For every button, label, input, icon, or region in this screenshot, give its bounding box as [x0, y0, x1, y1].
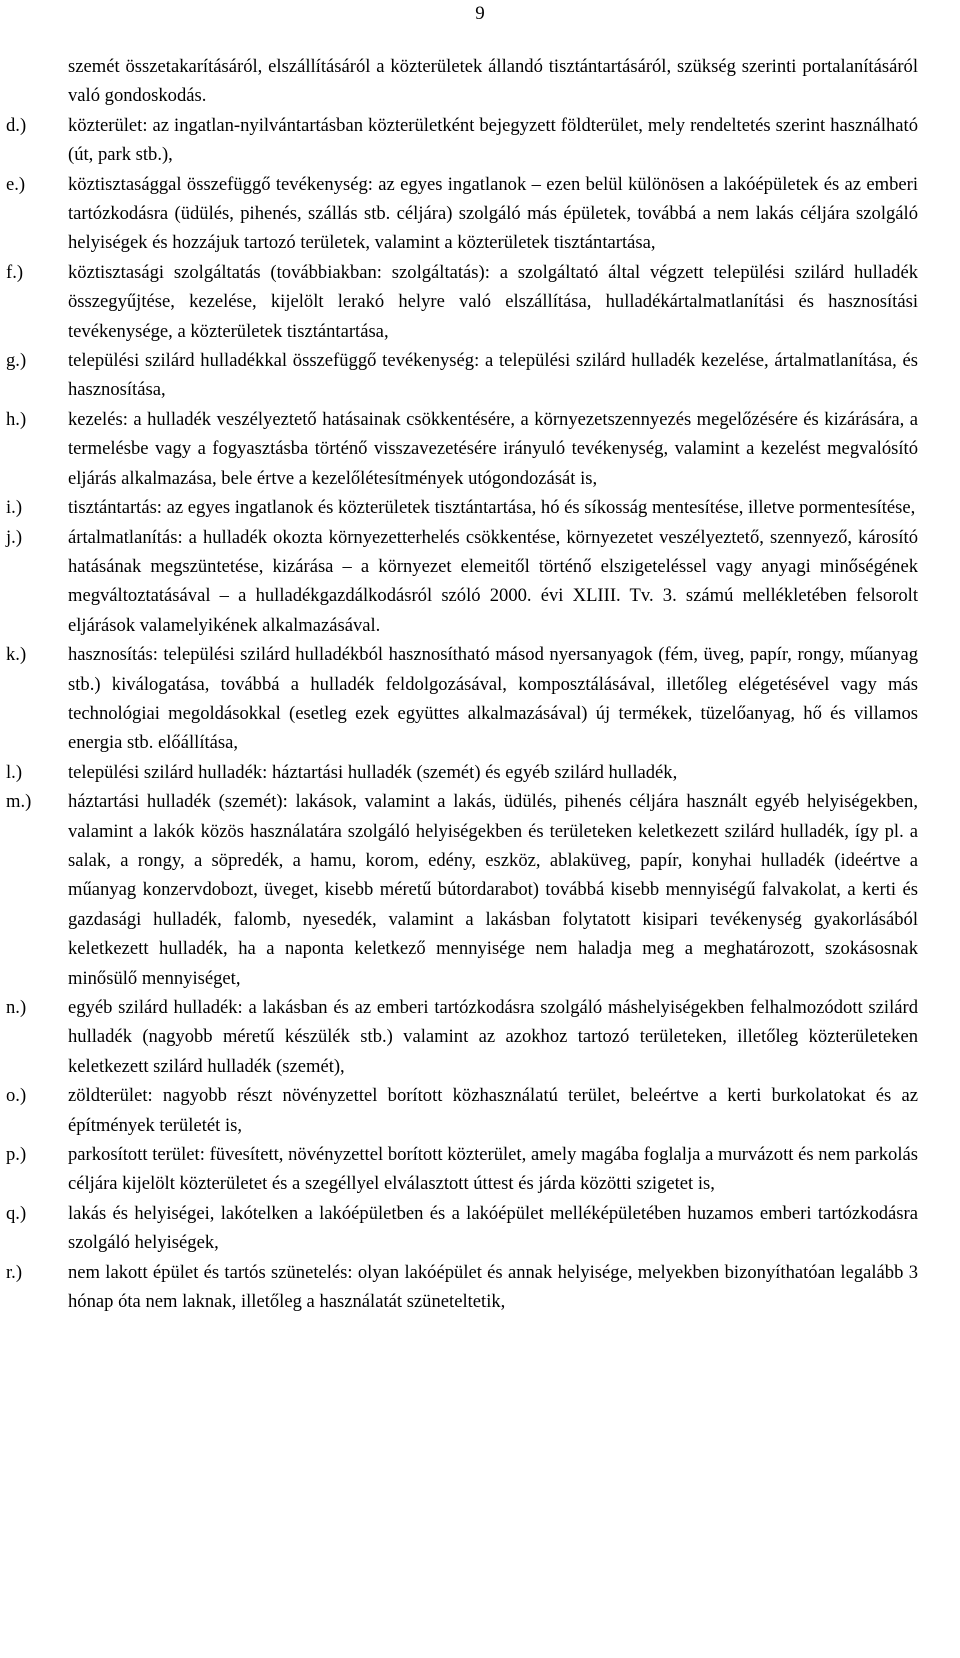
item-text: hasznosítás: települési szilárd hulladékból hasznosítható másod nyersanyagok (fém, üveg, papír, rongy, műanyag stb.) kiválogatása, továbbá a hulladék feldolgozásával, komposztálásával, illetőleg elégetésével vagy más technológiai megoldásokkal (esetleg ezek együttes alkalmazásával) új termékek, tüzelőanyag, hő és villamos energia stb. előállítása, — [68, 644, 918, 754]
item-label: p.) — [6, 1144, 27, 1166]
item-label: f.) — [6, 261, 24, 283]
item-text: parkosított terület: füvesített, növényzettel borított közterület, amely magába foglalja a murvázott és nem parkolás céljára kijelölt közterületet és a szegéllyel elválasztott úttest és járda közötti szigetet is, — [68, 1144, 918, 1195]
item-text: köztisztasági szolgáltatás (továbbiakban: szolgáltatás): a szolgáltató által végzett települési szilárd hulladék összegyűjtése, kezelése, kijelölt lerakó helyre való elszállítása, hulladékártalmatlanítási és hasznosítási tevékenysége, a közterületek tisztántartása, — [68, 261, 918, 342]
item-label: q.) — [6, 1202, 27, 1224]
item-text: köztisztasággal összefüggő tevékenység: az egyes ingatlanok – ezen belül különösen a lakóépületek és az emberi tartózkodásra (üdülés, pihenés, szállás stb. céljára) szolgáló más épületek, továbbá a nem lakás céljára szolgáló helyiségek és hozzájuk tartozó területek, valamint a közterületek tisztántartása, — [68, 173, 918, 254]
item-label: h.) — [6, 408, 27, 430]
definition-list — [0, 52, 960, 1316]
item-text: nem lakott épület és tartós szünetelés: olyan lakóépület és annak helyisége, melyekben bizonyíthatóan legalább 3 hónap óta nem laknak, illetőleg a használatát szüneteltetik, — [68, 1261, 918, 1313]
definition-item-k — [0, 640, 960, 758]
definition-item-l — [0, 758, 960, 787]
item-text: zöldterület: nagyobb részt növényzettel borított közhasználatú terület, beleértve a kerti burkolatokat és az építmények területét is, — [68, 1085, 918, 1136]
item-label: l.) — [6, 761, 23, 783]
item-text: szemét összetakarításáról, elszállításáról a közterületek állandó tisztántartásáról, szükség szerinti portalanításáról való gondoskodás. — [68, 56, 918, 107]
item-text: települési szilárd hulladékkal összefüggő tevékenység: a települési szilárd hulladék kezelése, ártalmatlanítása, és hasznosítása, — [68, 350, 918, 401]
item-label: k.) — [6, 644, 27, 666]
definition-item-d — [0, 111, 960, 170]
definition-item-q — [0, 1199, 960, 1258]
definition-item-h — [0, 405, 960, 493]
definition-item-o — [0, 1081, 960, 1140]
definition-item-f — [0, 258, 960, 346]
definition-item-j — [0, 523, 960, 641]
item-label: i.) — [6, 497, 23, 519]
item-text: közterület: az ingatlan-nyilvántartásban közterületként bejegyzett földterület, mely rendeltetés szerint használható (út, park stb.), — [68, 114, 918, 166]
definition-item-c-continuation — [0, 52, 960, 111]
item-label: m.) — [6, 791, 32, 813]
item-text: egyéb szilárd hulladék: a lakásban és az emberi tartózkodásra szolgáló máshelyiségekben felhalmozódott szilárd hulladék (nagyobb méretű készülék stb.) valamint az azokhoz tartozó területeken, illetőleg közterületeken keletkezett szilárd hulladék (szemét), — [68, 997, 918, 1077]
definition-item-e — [0, 170, 960, 258]
item-label: j.) — [6, 526, 23, 548]
item-text: települési szilárd hulladék: háztartási hulladék (szemét) és egyéb szilárd hulladék, — [68, 761, 678, 783]
item-label: e.) — [6, 173, 26, 195]
item-text: ártalmatlanítás: a hulladék okozta környezetterhelés csökkentése, környezetet veszélyeztető, szennyező, károsító hatásának megszüntetése, kizárása – a környezet elemeitől történő elszigeteléssel vagy anyagi minőségének megváltoztatásával – a hulladékgazdálkodásról szóló 2000. évi XLIII. Tv. 3. számú mellékletében felsorolt eljárások valamelyikének alkalmazásával. — [68, 526, 918, 636]
item-text: lakás és helyiségei, lakótelken a lakóépületben és a lakóépület melléképületében huzamos emberi tartózkodásra szolgáló helyiségek, — [68, 1202, 918, 1254]
definition-item-n — [0, 993, 960, 1081]
item-text: kezelés: a hulladék veszélyeztető hatásainak csökkentésére, a környezetszennyezés megelőzésére és kizárására, a termelésbe vagy a fogyasztásba történő visszavezetésére irányuló tevékenység, valamint a kezelést megvalósító eljárás alkalmazása, bele értve a kezelőlétesítmények utógondozását is, — [68, 408, 918, 489]
item-label: d.) — [6, 114, 27, 136]
item-label: n.) — [6, 997, 27, 1018]
item-label: o.) — [6, 1085, 27, 1107]
item-text: tisztántartás: az egyes ingatlanok és közterületek tisztántartása, hó és síkosság mentesítése, illetve pormentesítése, — [68, 497, 916, 519]
definition-item-g — [0, 346, 960, 405]
item-label: r.) — [6, 1261, 23, 1283]
definition-item-p — [0, 1140, 960, 1199]
definition-item-r — [0, 1258, 960, 1317]
definition-item-m — [0, 787, 960, 993]
page-number: 9 — [475, 3, 485, 24]
definition-item-i — [0, 493, 960, 522]
item-text: háztartási hulladék (szemét): lakások, valamint a lakás, üdülés, pihenés céljára használt egyéb helyiségekben, valamint a lakók közös használatára szolgáló helyiségekben és területeken keletkezett szilárd hulladék, így pl. a salak, a rongy, a söpredék, a hamu, korom, edény, eszköz, ablaküveg, papír, konyhai hulladék (ideértve a műanyag konzervdobozt, üveget, kisebb méretű bútordarabot) továbbá kisebb mennyiségű falvakolat, a kerti és gazdasági hulladék, falomb, nyesedék, valamint a lakásban folytatott kisipari tevékenység gyakorlásából keletkezett hulladék, ha a naponta keletkező mennyisége nem haladja meg a meghatározott, szokásosnak minősülő mennyiséget, — [68, 791, 918, 989]
item-label: g.) — [6, 350, 27, 372]
